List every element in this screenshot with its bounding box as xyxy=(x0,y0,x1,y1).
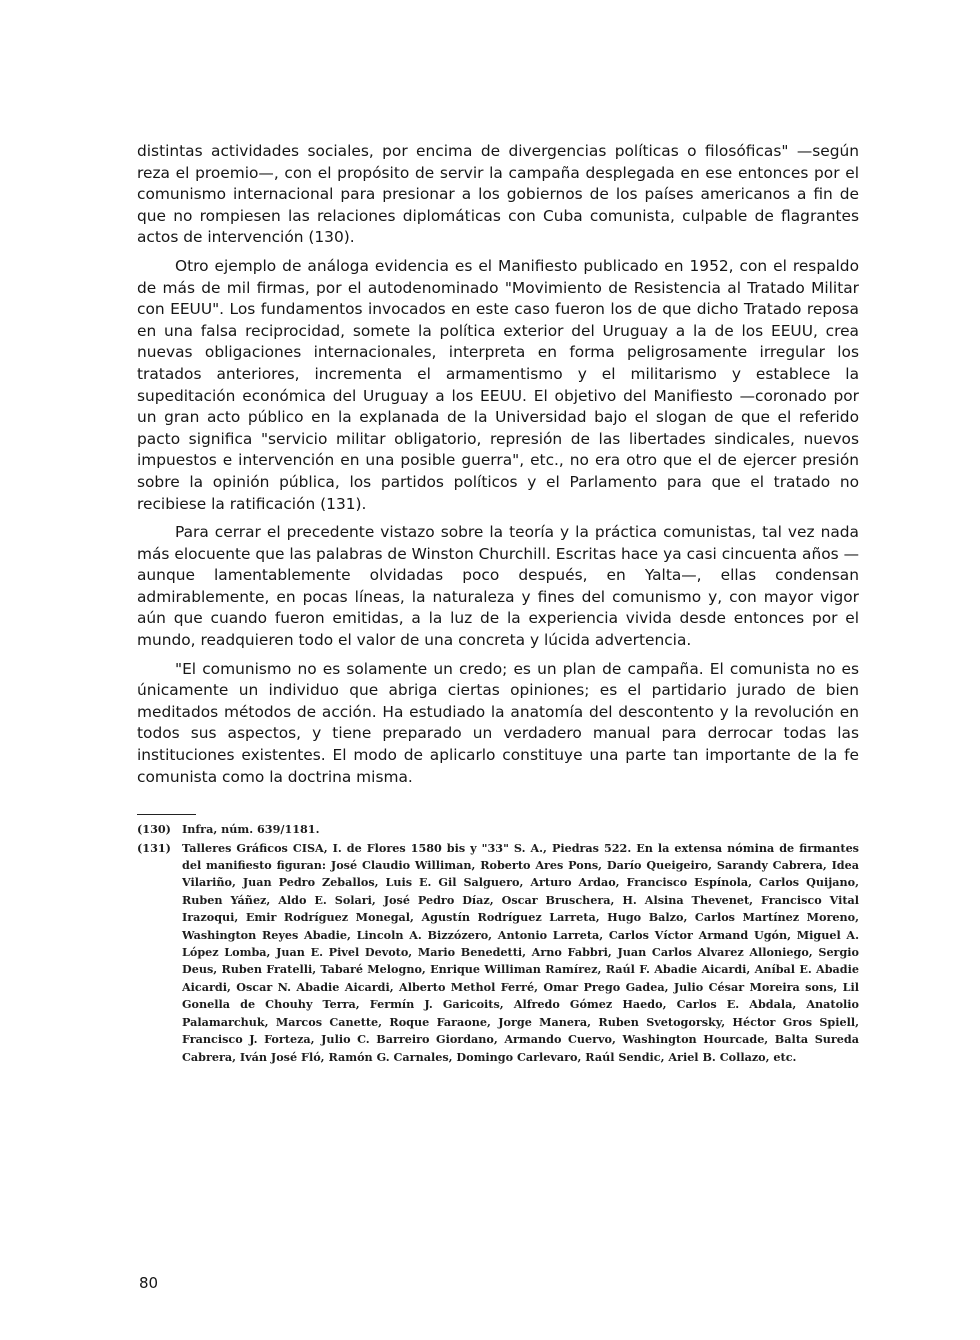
footnote-130 xyxy=(137,821,859,838)
footnote-number: (131) xyxy=(137,840,171,855)
footnote-text: Infra, núm. 639/1181. xyxy=(182,822,320,837)
footnotes xyxy=(137,821,859,1066)
footnote-divider xyxy=(137,814,196,815)
main-text xyxy=(137,141,859,788)
paragraph-4-quote: "El comunismo no es solamente un credo; es un plan de campaña. El comunista no es únicamente un individuo que abriga ciertas opiniones; es el partidario jurado de bien meditados métodos de acción. Ha estudiado la anatomía del descontento y la revolución en todos sus aspectos, y tiene preparado un verdadero manual para derrocar todas las instituciones existentes. El modo de aplicarlo constituye una parte tan importante de la fe comunista como la doctrina misma. xyxy=(137,659,859,786)
page-number: 80 xyxy=(139,1274,159,1292)
paragraph-1: distintas actividades sociales, por encima de divergencias políticas o filosóficas" —según reza el proemio—, con el propósito de servir la campaña desplegada en ese entonces por el comunismo internacional para presionar a los gobiernos de los países americanos a fin de que no rompiesen las relaciones diplomáticas con Cuba comunista, culpable de flagrantes actos de intervención (130). xyxy=(137,142,859,247)
footnote-131 xyxy=(137,840,859,1066)
footnote-text: Talleres Gráficos CISA, I. de Flores 1580 bis y "33" S. A., Piedras 522. En la extensa nómina de firmantes del manifiesto figuran: José Claudio Williman, Roberto Ares Pons, Darío Queigeiro, Sarandy Cabrera, Idea Vilariño, Juan Pedro Zeballos, Luis E. Gil Salguero, Arturo Ardao, Francisco Espínola, Carlos Quijano, Ruben Yáñez, Aldo E. Solari, José Pedro Díaz, Oscar Bruschera, H. Alsina Thevenet, Francisco Vital Irazoqui, Emir Rodríguez Monegal, Agustín Rodríguez Larreta, Hugo Balzo, Carlos Martínez Moreno, Washington Reyes Abadie, Lincoln A. Bizzózero, Antonio Larreta, Carlos Víctor Armand Ugón, Miguel A. López Lomba, Juan E. Pivel Devoto, Mario Benedetti, Arno Fabbri, Juan Carlos Alvarez Alloniego, Sergio Deus, Ruben Fratelli, Tabaré Melogno, Enrique Williman Ramírez, Raúl F. Abadie Aicardi, Aníbal E. Abadie Aicardi, Oscar N. Abadie Aicardi, Alberto Methol Ferré, Omar Prego Gadea, Julio César Moreira sons, Lil Gonella de Chouhy Terra, Fermín J. Garicoits, Alfredo Gómez Haedo, Carlos E. Abdala, Anatolio Palamarchuk, Marcos Canette, Roque Faraone, Jorge Manera, Ruben Svetogorsky, Héctor Gros Spiell, Francisco J. Forteza, Julio C. Barreiro Giordano, Armando Cuervo, Washington Hourcade, Balta Sureda Cabrera, Iván José Fló, Ramón G. Carnales, Domingo Carlevaro, Raúl Sendic, Ariel B. Collazo, etc. xyxy=(182,840,859,1064)
paragraph-3: Para cerrar el precedente vistazo sobre la teoría y la práctica comunistas, tal vez nada más elocuente que las palabras de Winston Churchill. Escritas hace ya casi cincuenta años —aunque lamentablemente olvidadas poco después, en Yalta—, ellas condensan admirablemente, en pocas líneas, la naturaleza y fines del comunismo y, con mayor vigor aún que cuando fueron emitidas, a la luz de la experiencia vivida desde entonces por el mundo, readquieren todo el valor de una concreta y lúcida advertencia. xyxy=(137,523,859,650)
page-content xyxy=(137,141,859,1067)
paragraph-2: Otro ejemplo de análoga evidencia es el Manifiesto publicado en 1952, con el respaldo de más de mil firmas, por el autodenominado "Movimiento de Resistencia al Tratado Militar con EEUU". Los fundamentos invocados en este caso fueron los de que dicho Tratado reposa en una falsa reciprocidad, somete la política exterior del Uruguay a la de los EEUU, crea nuevas obligaciones internacionales, interpreta en forma peligrosamente irregular los tratados anteriores, incrementa el armamentismo y el militarismo y establece la supeditación económica del Uruguay a los EEUU. El objetivo del Manifiesto —coronado por un gran acto público en la explanada de la Universidad bajo el slogan de que el referido pacto significa "servicio militar obligatorio, represión de las libertades sindicales, nuevos impuestos e intervención en una posible guerra", etc., no era otro que el de ejercer presión sobre la opinión pública, los partidos políticos y el Parlamento para que el tratado no recibiese la ratificación (131). xyxy=(137,256,859,513)
footnote-number: (130) xyxy=(137,822,171,837)
